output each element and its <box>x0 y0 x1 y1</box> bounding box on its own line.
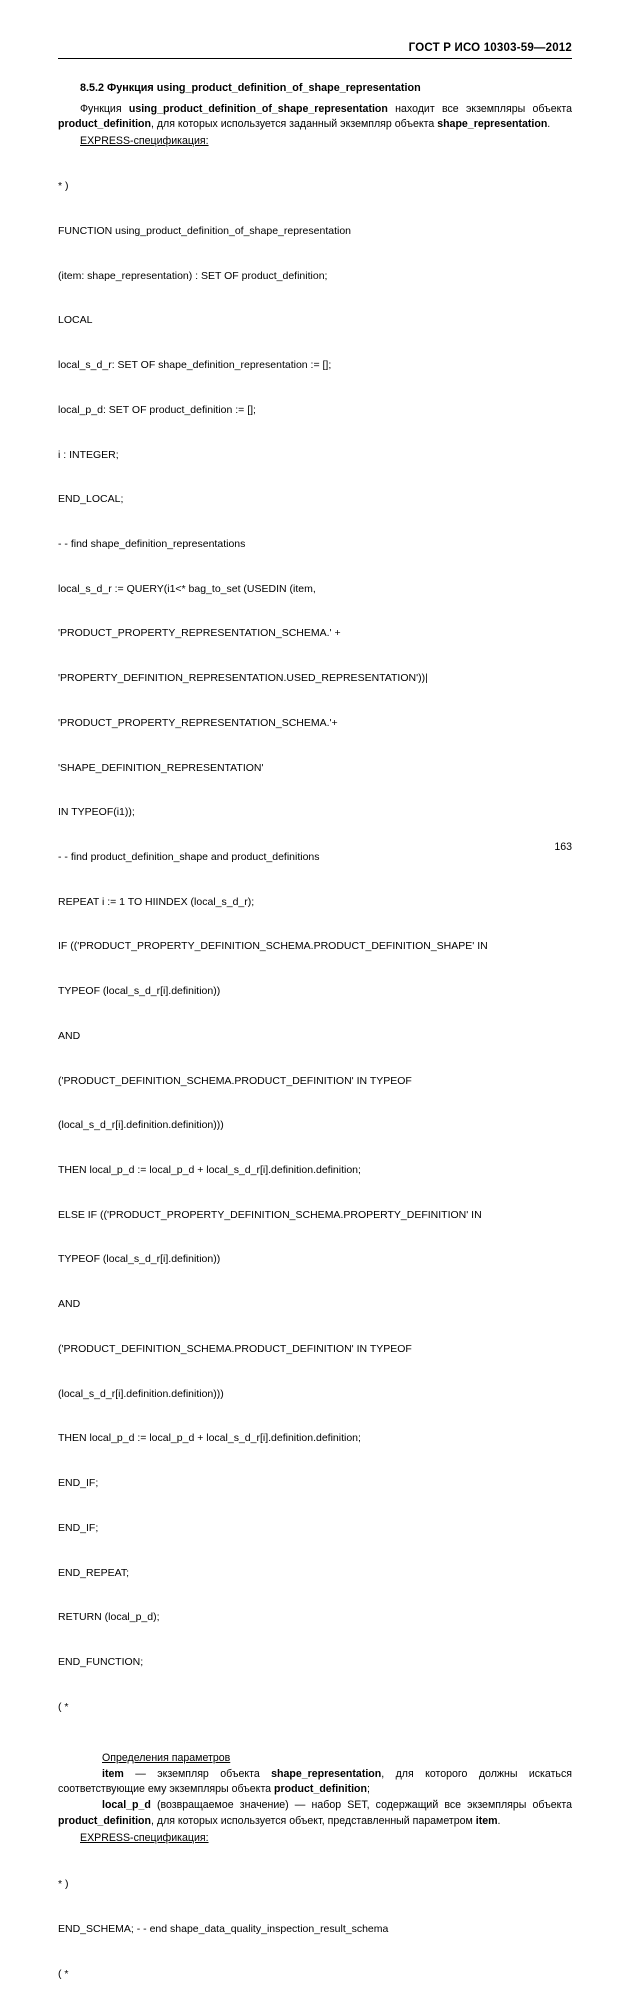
param-name-item: item <box>102 1768 124 1781</box>
intro-entity-product-definition: product_definition <box>58 118 151 131</box>
code-line: END_LOCAL; <box>58 493 124 506</box>
code-line: END_IF; <box>58 1477 99 1490</box>
code-line: THEN local_p_d := local_p_d + local_s_d_r[i].definition.definition; <box>58 1164 361 1177</box>
intro-text-4: . <box>547 118 551 131</box>
express-code-block-1 <box>58 149 572 1744</box>
document-content <box>58 81 572 2012</box>
code-line: THEN local_p_d := local_p_d + local_s_d_r[i].definition.definition; <box>58 1432 361 1445</box>
express-specification-label: EXPRESS-спецификация: <box>80 135 209 148</box>
code-line: (local_s_d_r[i].definition.definition))) <box>58 1119 224 1132</box>
page-number: 163 <box>554 841 572 853</box>
code-line: local_p_d: SET OF product_definition := []; <box>58 403 256 416</box>
code-line: FUNCTION using_product_definition_of_shape_representation <box>58 224 352 237</box>
code-line: local_s_d_r := QUERY(i1<* bag_to_set (USEDIN (item, <box>58 582 316 595</box>
code-line: END_REPEAT; <box>58 1566 129 1579</box>
param-local-text-2: , для которых используется объект, представленный параметром <box>151 1814 476 1827</box>
code-line: ( * <box>58 1700 69 1713</box>
param-item-entity-2: product_definition <box>274 1783 367 1796</box>
intro-text-1: Функция <box>80 103 129 116</box>
code-line: - - find product_definition_shape and product_definitions <box>58 851 320 864</box>
express-code-block-2 <box>58 1848 572 2012</box>
code-line: (local_s_d_r[i].definition.definition))) <box>58 1387 224 1400</box>
code-line: TYPEOF (local_s_d_r[i].definition)) <box>58 985 221 998</box>
standard-reference: ГОСТ Р ИСО 10303-59—2012 <box>408 42 572 54</box>
code-line: IF (('PRODUCT_PROPERTY_DEFINITION_SCHEMA.PRODUCT_DEFINITION_SHAPE' IN <box>58 940 488 953</box>
code-line: ('PRODUCT_DEFINITION_SCHEMA.PRODUCT_DEFINITION' IN TYPEOF <box>58 1074 412 1087</box>
param-local-entity-1: product_ <box>58 1814 104 1827</box>
code-line: 'PROPERTY_DEFINITION_REPRESENTATION.USED_REPRESENTATION'))| <box>58 672 428 685</box>
code-line: ('PRODUCT_DEFINITION_SCHEMA.PRODUCT_DEFINITION' IN TYPEOF <box>58 1342 412 1355</box>
code-line: 'PRODUCT_PROPERTY_REPRESENTATION_SCHEMA.'+ <box>58 716 338 729</box>
express-specification-label-2: EXPRESS-спецификация: <box>80 1831 209 1844</box>
parameter-local-pd-description <box>58 1798 572 1828</box>
code-line: * ) <box>58 180 69 193</box>
code-line: 'SHAPE_DEFINITION_REPRESENTATION' <box>58 761 264 774</box>
intro-entity-shape-representation: shape_representation <box>437 118 548 131</box>
code-line: * ) <box>58 1878 69 1891</box>
param-local-text-1: (возвращаемое значение) — набор SET, содержащий все экземпляры объекта <box>150 1799 572 1812</box>
section-heading: 8.5.2 Функция using_product_definition_of_shape_representation <box>80 82 421 94</box>
page-header <box>58 0 572 54</box>
parameter-item-description <box>58 1767 572 1797</box>
intro-text-3: , для которых используется заданный экземпляр объекта <box>150 118 438 131</box>
param-item-text-1: — экземпляр объекта <box>123 1768 272 1781</box>
code-line: AND <box>58 1298 81 1311</box>
section-intro-paragraph <box>58 102 572 132</box>
param-name-local-pd: local_p_d <box>102 1799 151 1812</box>
intro-text-2: находит все экземпляры объекта <box>387 103 572 116</box>
code-line: ( * <box>58 1967 69 1980</box>
param-local-item: item <box>475 1814 498 1827</box>
code-line: (item: shape_representation) : SET OF product_definition; <box>58 269 328 282</box>
parameter-definitions-heading: Определения параметров <box>102 1752 231 1765</box>
param-local-entity-2: definition <box>103 1814 151 1827</box>
param-item-text-2: , для которого должны искаться соответствующие ему экземпляры объекта <box>58 1768 572 1796</box>
code-line: RETURN (local_p_d); <box>58 1611 160 1624</box>
intro-function-name: using_product_definition_of_shape_representation <box>128 103 388 116</box>
code-line: local_s_d_r: SET OF shape_definition_representation := []; <box>58 359 332 372</box>
code-line: END_SCHEMA; - - end shape_data_quality_inspection_result_schema <box>58 1923 389 1936</box>
code-line: END_IF; <box>58 1521 99 1534</box>
code-line: IN TYPEOF(i1)); <box>58 806 135 819</box>
code-line: TYPEOF (local_s_d_r[i].definition)) <box>58 1253 221 1266</box>
code-line: LOCAL <box>58 314 93 327</box>
code-line: REPEAT i := 1 TO HIINDEX (local_s_d_r); <box>58 895 255 908</box>
code-line: - - find shape_definition_representations <box>58 537 246 550</box>
code-line: ELSE IF (('PRODUCT_PROPERTY_DEFINITION_SCHEMA.PROPERTY_DEFINITION' IN <box>58 1208 482 1221</box>
code-line: i : INTEGER; <box>58 448 119 461</box>
code-line: AND <box>58 1029 81 1042</box>
param-local-text-3: . <box>497 1814 501 1827</box>
code-line: 'PRODUCT_PROPERTY_REPRESENTATION_SCHEMA.' + <box>58 627 341 640</box>
param-item-text-3: ; <box>367 1783 370 1796</box>
code-line: END_FUNCTION; <box>58 1655 144 1668</box>
header-divider <box>58 58 572 59</box>
param-item-entity: shape_representation <box>271 1768 382 1781</box>
